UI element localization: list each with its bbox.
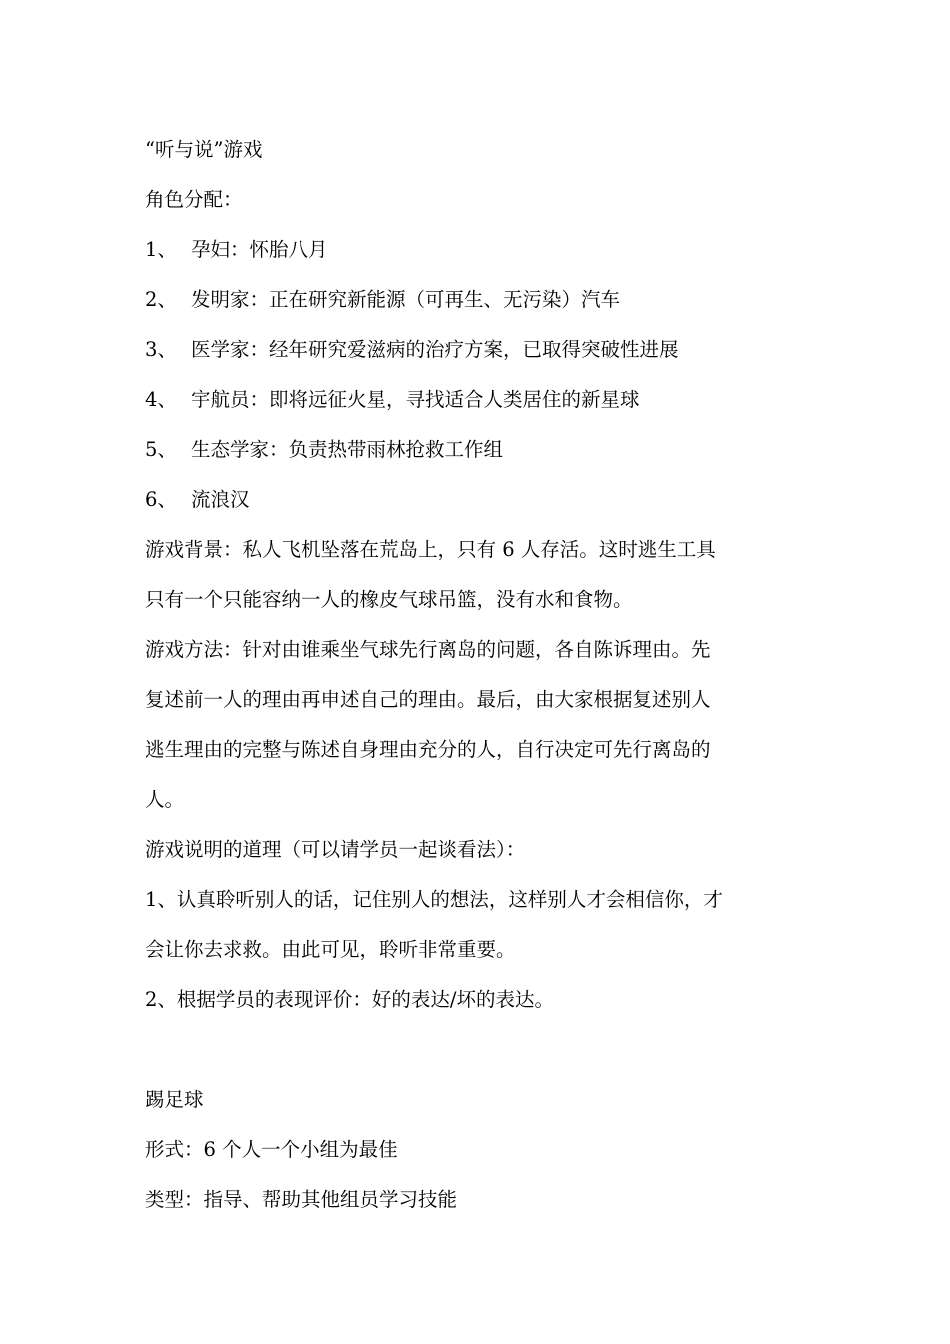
method-line: 人。 bbox=[145, 788, 185, 811]
football-type: 类型：指导、帮助其他组员学习技能 bbox=[145, 1188, 458, 1211]
lesson-line: 2、根据学员的表现评价：好的表达/坏的表达。 bbox=[145, 988, 554, 1011]
role-text: 医学家：经年研究爱滋病的治疗方案，已取得突破性进展 bbox=[191, 338, 679, 361]
role-item bbox=[145, 425, 810, 475]
role-text: 孕妇：怀胎八月 bbox=[191, 238, 328, 261]
role-number: 2、 bbox=[145, 288, 177, 311]
role-number: 5、 bbox=[145, 438, 177, 461]
lesson-heading: 游戏说明的道理（可以请学员一起谈看法）： bbox=[145, 838, 526, 861]
role-text: 流浪汉 bbox=[191, 488, 250, 511]
game-title-football: 踢足球 bbox=[145, 1088, 204, 1111]
background-line: 游戏背景：私人飞机坠落在荒岛上，只有 6 人存活。这时逃生工具 bbox=[145, 538, 716, 561]
role-item bbox=[145, 225, 810, 275]
method-line: 逃生理由的完整与陈述自身理由充分的人，自行决定可先行离岛的 bbox=[145, 738, 711, 761]
football-form: 形式：6 个人一个小组为最佳 bbox=[145, 1138, 398, 1161]
role-item bbox=[145, 375, 810, 425]
role-number: 4、 bbox=[145, 388, 177, 411]
game-title-listen-speak: “听与说”游戏 bbox=[145, 138, 263, 161]
section-spacer bbox=[145, 1025, 810, 1075]
role-item bbox=[145, 475, 810, 525]
role-item bbox=[145, 275, 810, 325]
role-number: 6、 bbox=[145, 488, 177, 511]
document-page bbox=[145, 125, 810, 1225]
method-line: 复述前一人的理由再申述自己的理由。最后，由大家根据复述别人 bbox=[145, 688, 711, 711]
method-line: 游戏方法：针对由谁乘坐气球先行离岛的问题，各自陈诉理由。先 bbox=[145, 638, 711, 661]
role-text: 发明家：正在研究新能源（可再生、无污染）汽车 bbox=[191, 288, 621, 311]
role-number: 3、 bbox=[145, 338, 177, 361]
role-text: 宇航员：即将远征火星，寻找适合人类居住的新星球 bbox=[191, 388, 640, 411]
role-text: 生态学家：负责热带雨林抢救工作组 bbox=[191, 438, 504, 461]
role-number: 1、 bbox=[145, 238, 177, 261]
role-item bbox=[145, 325, 810, 375]
lesson-line: 会让你去求救。由此可见，聆听非常重要。 bbox=[145, 938, 516, 961]
lesson-line: 1、认真聆听别人的话，记住别人的想法，这样别人才会相信你，才 bbox=[145, 888, 723, 911]
roles-heading: 角色分配： bbox=[145, 188, 243, 211]
background-line: 只有一个只能容纳一人的橡皮气球吊篮，没有水和食物。 bbox=[145, 588, 633, 611]
